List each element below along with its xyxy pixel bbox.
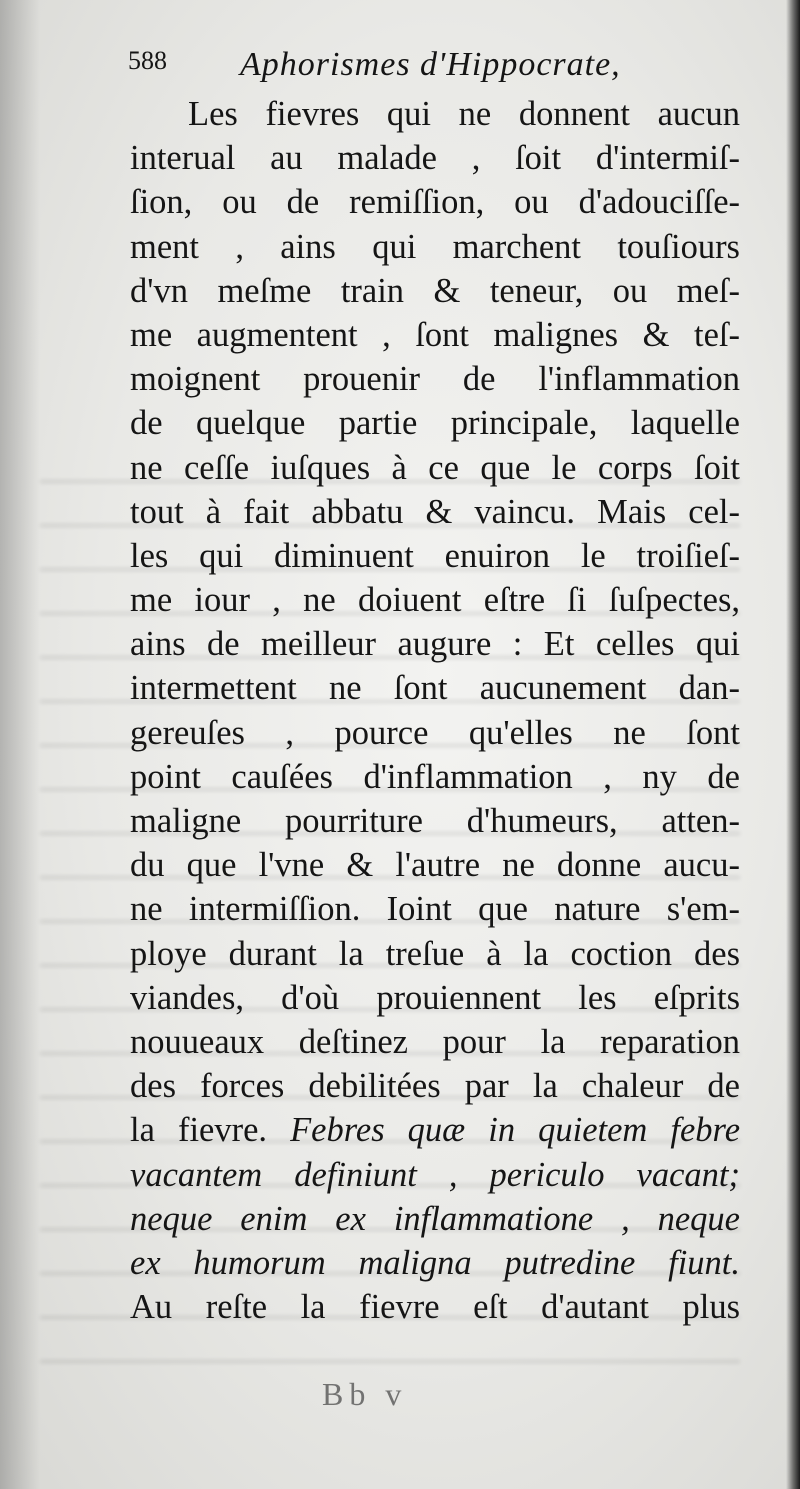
latin-italic-text: Febres quæ in quietem febre <box>290 1111 741 1150</box>
text-line: maligne pourriture d'humeurs, atten- <box>130 802 740 840</box>
text-line: gereuſes , pource qu'elles ne ſont <box>130 713 740 752</box>
text-line: interual au malade , ſoit d'intermiſ- <box>130 139 740 178</box>
latin-text-line: ex humorum maligna putredine fiunt. <box>130 1243 740 1282</box>
latin-text-line: vacantem definiunt , periculo vacant; <box>130 1155 740 1194</box>
gutter-shadow <box>0 0 40 1489</box>
text-line: ne ceſſe iuſques à ce que le corps ſoit <box>130 448 740 487</box>
text-line: moignent prouenir de l'inflammation <box>130 360 740 399</box>
running-head <box>128 46 688 90</box>
text-line: viandes, d'où prouiennent les eſprits <box>130 978 740 1017</box>
text-line: me augmentent , ſont malignes & teſ- <box>130 315 740 354</box>
text-line: tout à fait abbatu & vaincu. Mais cel- <box>130 492 740 531</box>
running-title: Aphorismes d'Hippocrate, <box>240 46 621 83</box>
text-line: des forces debilitées par la chaleur de <box>130 1067 740 1106</box>
text-line: ſion, ou de remiſſion, ou d'adouciſſe- <box>130 183 740 222</box>
text-line: me iour , ne doiuent eſtre ſi ſuſpectes, <box>130 581 740 620</box>
latin-text-line: neque enim ex inflammatione , neque <box>130 1199 740 1238</box>
text-line: les qui diminuent enuiron le troiſieſ- <box>130 536 740 575</box>
roman-text: la fievre. <box>130 1111 268 1150</box>
text-line: ploye durant la treſue à la coction des <box>130 934 740 973</box>
text-line: nouueaux deſtinez pour la reparation <box>130 1022 740 1061</box>
text-line: point cauſées d'inflammation , ny de <box>130 757 740 796</box>
text-line: Au reſte la fievre eſt d'autant plus <box>130 1288 740 1327</box>
mixed-text-line <box>130 1108 740 1152</box>
text-line: ne intermiſſion. Ioint que nature s'em- <box>130 890 740 929</box>
signature-mark: Bb v <box>322 1376 408 1412</box>
page-number: 588 <box>128 46 167 75</box>
text-line: intermettent ne ſont aucunement dan- <box>130 669 740 708</box>
text-line: Les fievres qui ne donnent aucun <box>188 95 740 133</box>
text-line: ains de meilleur augure : Et celles qui <box>130 625 740 664</box>
text-line: de quelque partie principale, laquelle <box>130 404 740 443</box>
text-line: d'vn meſme train & teneur, ou meſ- <box>130 271 740 310</box>
text-line: ment , ains qui marchent touſiours <box>130 227 740 266</box>
page-edge-shadow <box>786 0 800 1489</box>
body-text <box>130 92 740 1329</box>
text-line: du que l'vne & l'autre ne donne aucu- <box>130 846 740 885</box>
